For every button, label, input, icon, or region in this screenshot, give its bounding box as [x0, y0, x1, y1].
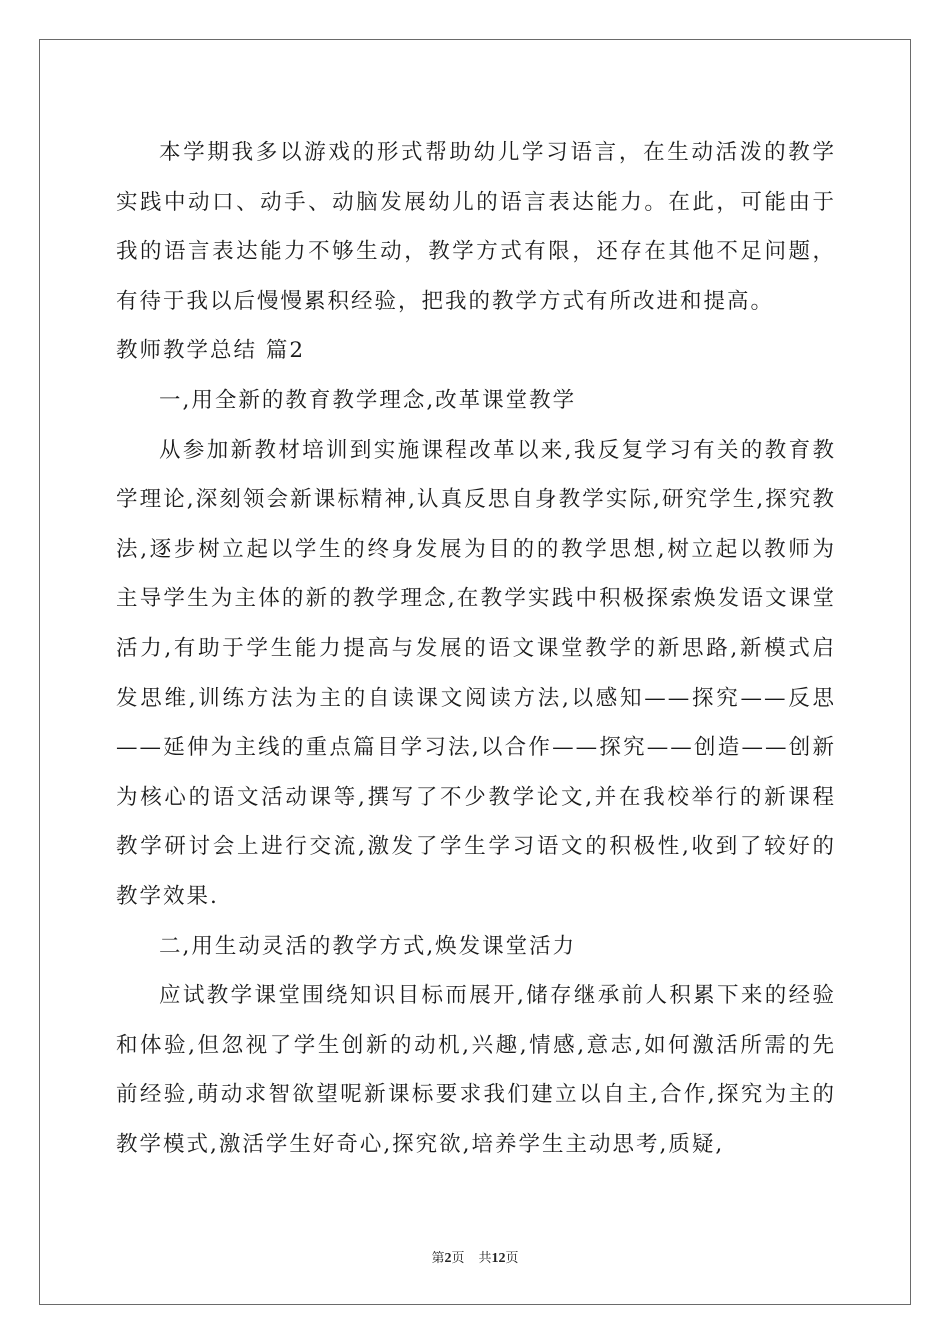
page-suffix: 页 — [451, 1251, 465, 1266]
document-body — [116, 128, 836, 1169]
total-prefix: 共 — [478, 1251, 492, 1266]
subheading-two: 二,用生动灵活的教学方式,焕发课堂活力 — [159, 933, 577, 959]
page-prefix: 第 — [431, 1251, 445, 1266]
current-page-number: 2 — [444, 1251, 452, 1266]
paragraph-teaching-methods: 应试教学课堂围绕知识目标而展开,储存继承前人积累下来的经验和体验,但忽视了学生创新的动机,兴趣,情感,意志,如何激活所需的先前经验,萌动求智欲望呢新课标要求我们建立以自主,合作,探究为主的教学模式,激活学生好奇心,探究欲,培养学生主动思考,质疑, — [116, 983, 836, 1157]
total-page-count: 12 — [491, 1251, 506, 1266]
section-title: 教师教学总结 篇2 — [116, 338, 306, 364]
paragraph-teaching-philosophy: 从参加新教材培训到实施课程改革以来,我反复学习有关的教育教学理论,深刻领会新课标精神,认真反思自身教学实际,研究学生,探究教法,逐步树立起以学生的终身发展为目的的教学思想,树立起以教师为主导学生为主体的新的教学理念,在教学实践中积极探索焕发语文课堂活力,有助于学生能力提高与发展的语文课堂教学的新思路,新模式启发思维,训练方法为主的自读课文阅读方法,以感知——探究——反思——延伸为主线的重点篇目学习法,以合作——探究——创造——创新为核心的语文活动课等,撰写了不少教学论文,并在我校举行的新课程教学研讨会上进行交流,激发了学生学习语文的积极性,收到了较好的教学效果. — [116, 437, 836, 909]
subheading-one: 一,用全新的教育教学理念,改革课堂教学 — [159, 387, 577, 413]
total-suffix: 页 — [505, 1251, 519, 1266]
paragraph-intro: 本学期我多以游戏的形式帮助幼儿学习语言，在生动活泼的教学实践中动口、动手、动脑发展幼儿的语言表达能力。在此，可能由于我的语言表达能力不够生动，教学方式有限，还存在其他不足问题，有待于我以后慢慢累积经验，把我的教学方式有所改进和提高。 — [116, 140, 836, 314]
page-footer — [0, 1247, 950, 1267]
